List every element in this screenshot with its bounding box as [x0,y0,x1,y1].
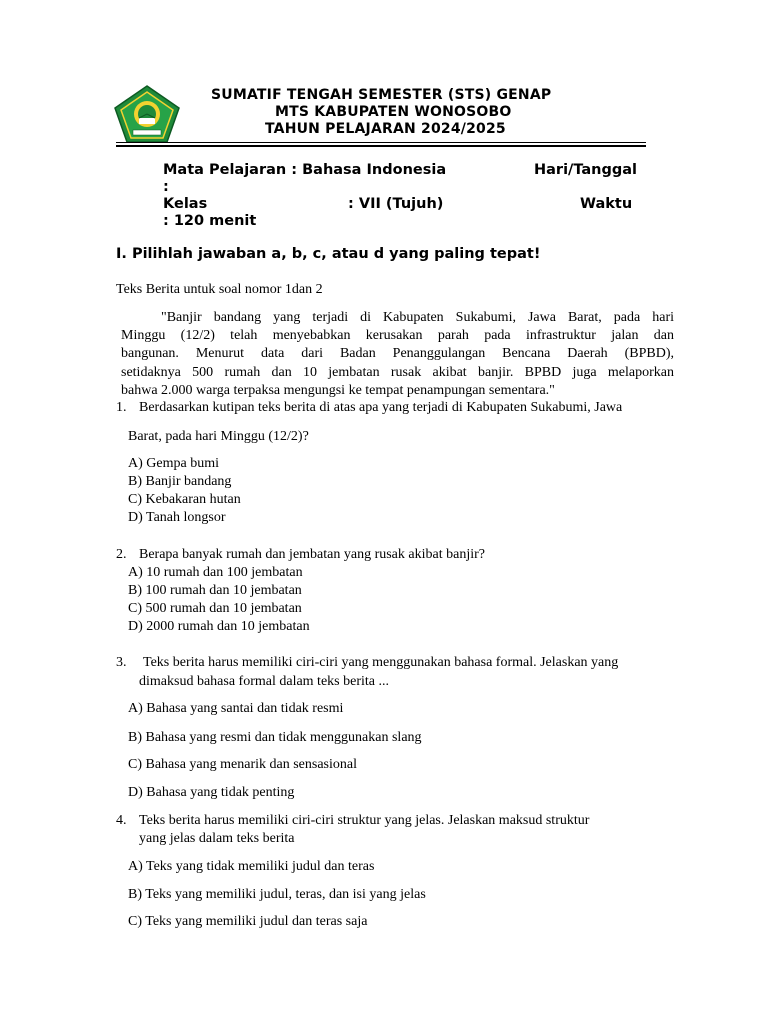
news-passage [121,309,674,400]
question-4-option-a: A) Teks yang tidak memiliki judul dan teras [128,859,375,874]
question-1-number: 1. [116,400,127,415]
question-2-text: Berapa banyak rumah dan jembatan yang rusak akibat banjir? [139,547,485,562]
kemenag-logo-icon [113,84,181,144]
date-label: Hari/Tanggal [534,162,637,178]
title-line-1: SUMATIF TENGAH SEMESTER (STS) GENAP [211,87,552,103]
header-rule-thick [116,145,646,147]
section-instruction: I. Pilihlah jawaban a, b, c, atau d yang paling tepat! [116,246,541,262]
passage-line: bahwa 2.000 warga terpaksa mengungsi ke tempat penampungan sementara." [121,382,555,398]
title-line-3: TAHUN PELAJARAN 2024/2025 [265,121,506,137]
question-3-option-d: D) Bahasa yang tidak penting [128,785,295,800]
question-3-option-b: B) Bahasa yang resmi dan tidak menggunakan slang [128,730,422,745]
question-3-text: Teks berita harus memiliki ciri-ciri yang menggunakan bahasa formal. Jelaskan yang [143,655,619,670]
question-4-number: 4. [116,813,127,828]
question-4-text: Teks berita harus memiliki ciri-ciri struktur yang jelas. Jelaskan maksud struktur [139,813,590,828]
question-3-option-c: C) Bahasa yang menarik dan sensasional [128,757,357,772]
time-value: : 120 menit [163,213,257,229]
passage-line: "Banjir bandang yang terjadi di Kabupaten Sukabumi, Jawa Barat, pada hari [161,310,674,325]
date-colon: : [163,179,169,195]
question-2-number: 2. [116,547,127,562]
question-1-text-cont: Barat, pada hari Minggu (12/2)? [128,429,309,444]
question-1-option-a: A) Gempa bumi [128,456,219,471]
passage-line: setidaknya 500 rumah dan 10 jembatan rusak akibat banjir. BPBD juga melaporkan [121,364,674,380]
passage-intro: Teks Berita untuk soal nomor 1dan 2 [116,282,323,297]
question-2-option-d: D) 2000 rumah dan 10 jembatan [128,619,310,634]
question-3-option-a: A) Bahasa yang santai dan tidak resmi [128,701,344,716]
question-1-option-d: D) Tanah longsor [128,510,226,525]
question-1-text: Berdasarkan kutipan teks berita di atas apa yang terjadi di Kabupaten Sukabumi, Jawa [139,400,623,415]
question-1-option-c: C) Kebakaran hutan [128,492,241,507]
question-2-option-b: B) 100 rumah dan 10 jembatan [128,583,302,598]
title-line-2: MTS KABUPATEN WONOSOBO [275,104,512,120]
question-2-option-c: C) 500 rumah dan 10 jembatan [128,601,302,616]
question-3-number: 3. [116,655,127,670]
question-4-text-cont: yang jelas dalam teks berita [139,831,295,846]
class-value: : VII (Tujuh) [348,196,444,212]
passage-line: bangunan. Menurut data dari Badan Penanggulangan Bencana Daerah (BPBD), [121,346,674,362]
question-4-option-c: C) Teks yang memiliki judul dan teras saja [128,914,368,929]
question-4-option-b: B) Teks yang memiliki judul, teras, dan isi yang jelas [128,887,426,902]
header-rule-thin [116,142,646,143]
class-label: Kelas [163,196,208,212]
subject-label: Mata Pelajaran : Bahasa Indonesia [163,162,447,178]
question-2-option-a: A) 10 rumah dan 100 jembatan [128,565,303,580]
passage-line: Minggu (12/2) telah menyebabkan kerusakan parah pada infrastruktur jalan dan [121,328,674,344]
question-1-option-b: B) Banjir bandang [128,474,232,489]
time-label: Waktu [580,196,633,212]
question-3-text-cont: dimaksud bahasa formal dalam teks berita ... [139,674,389,689]
